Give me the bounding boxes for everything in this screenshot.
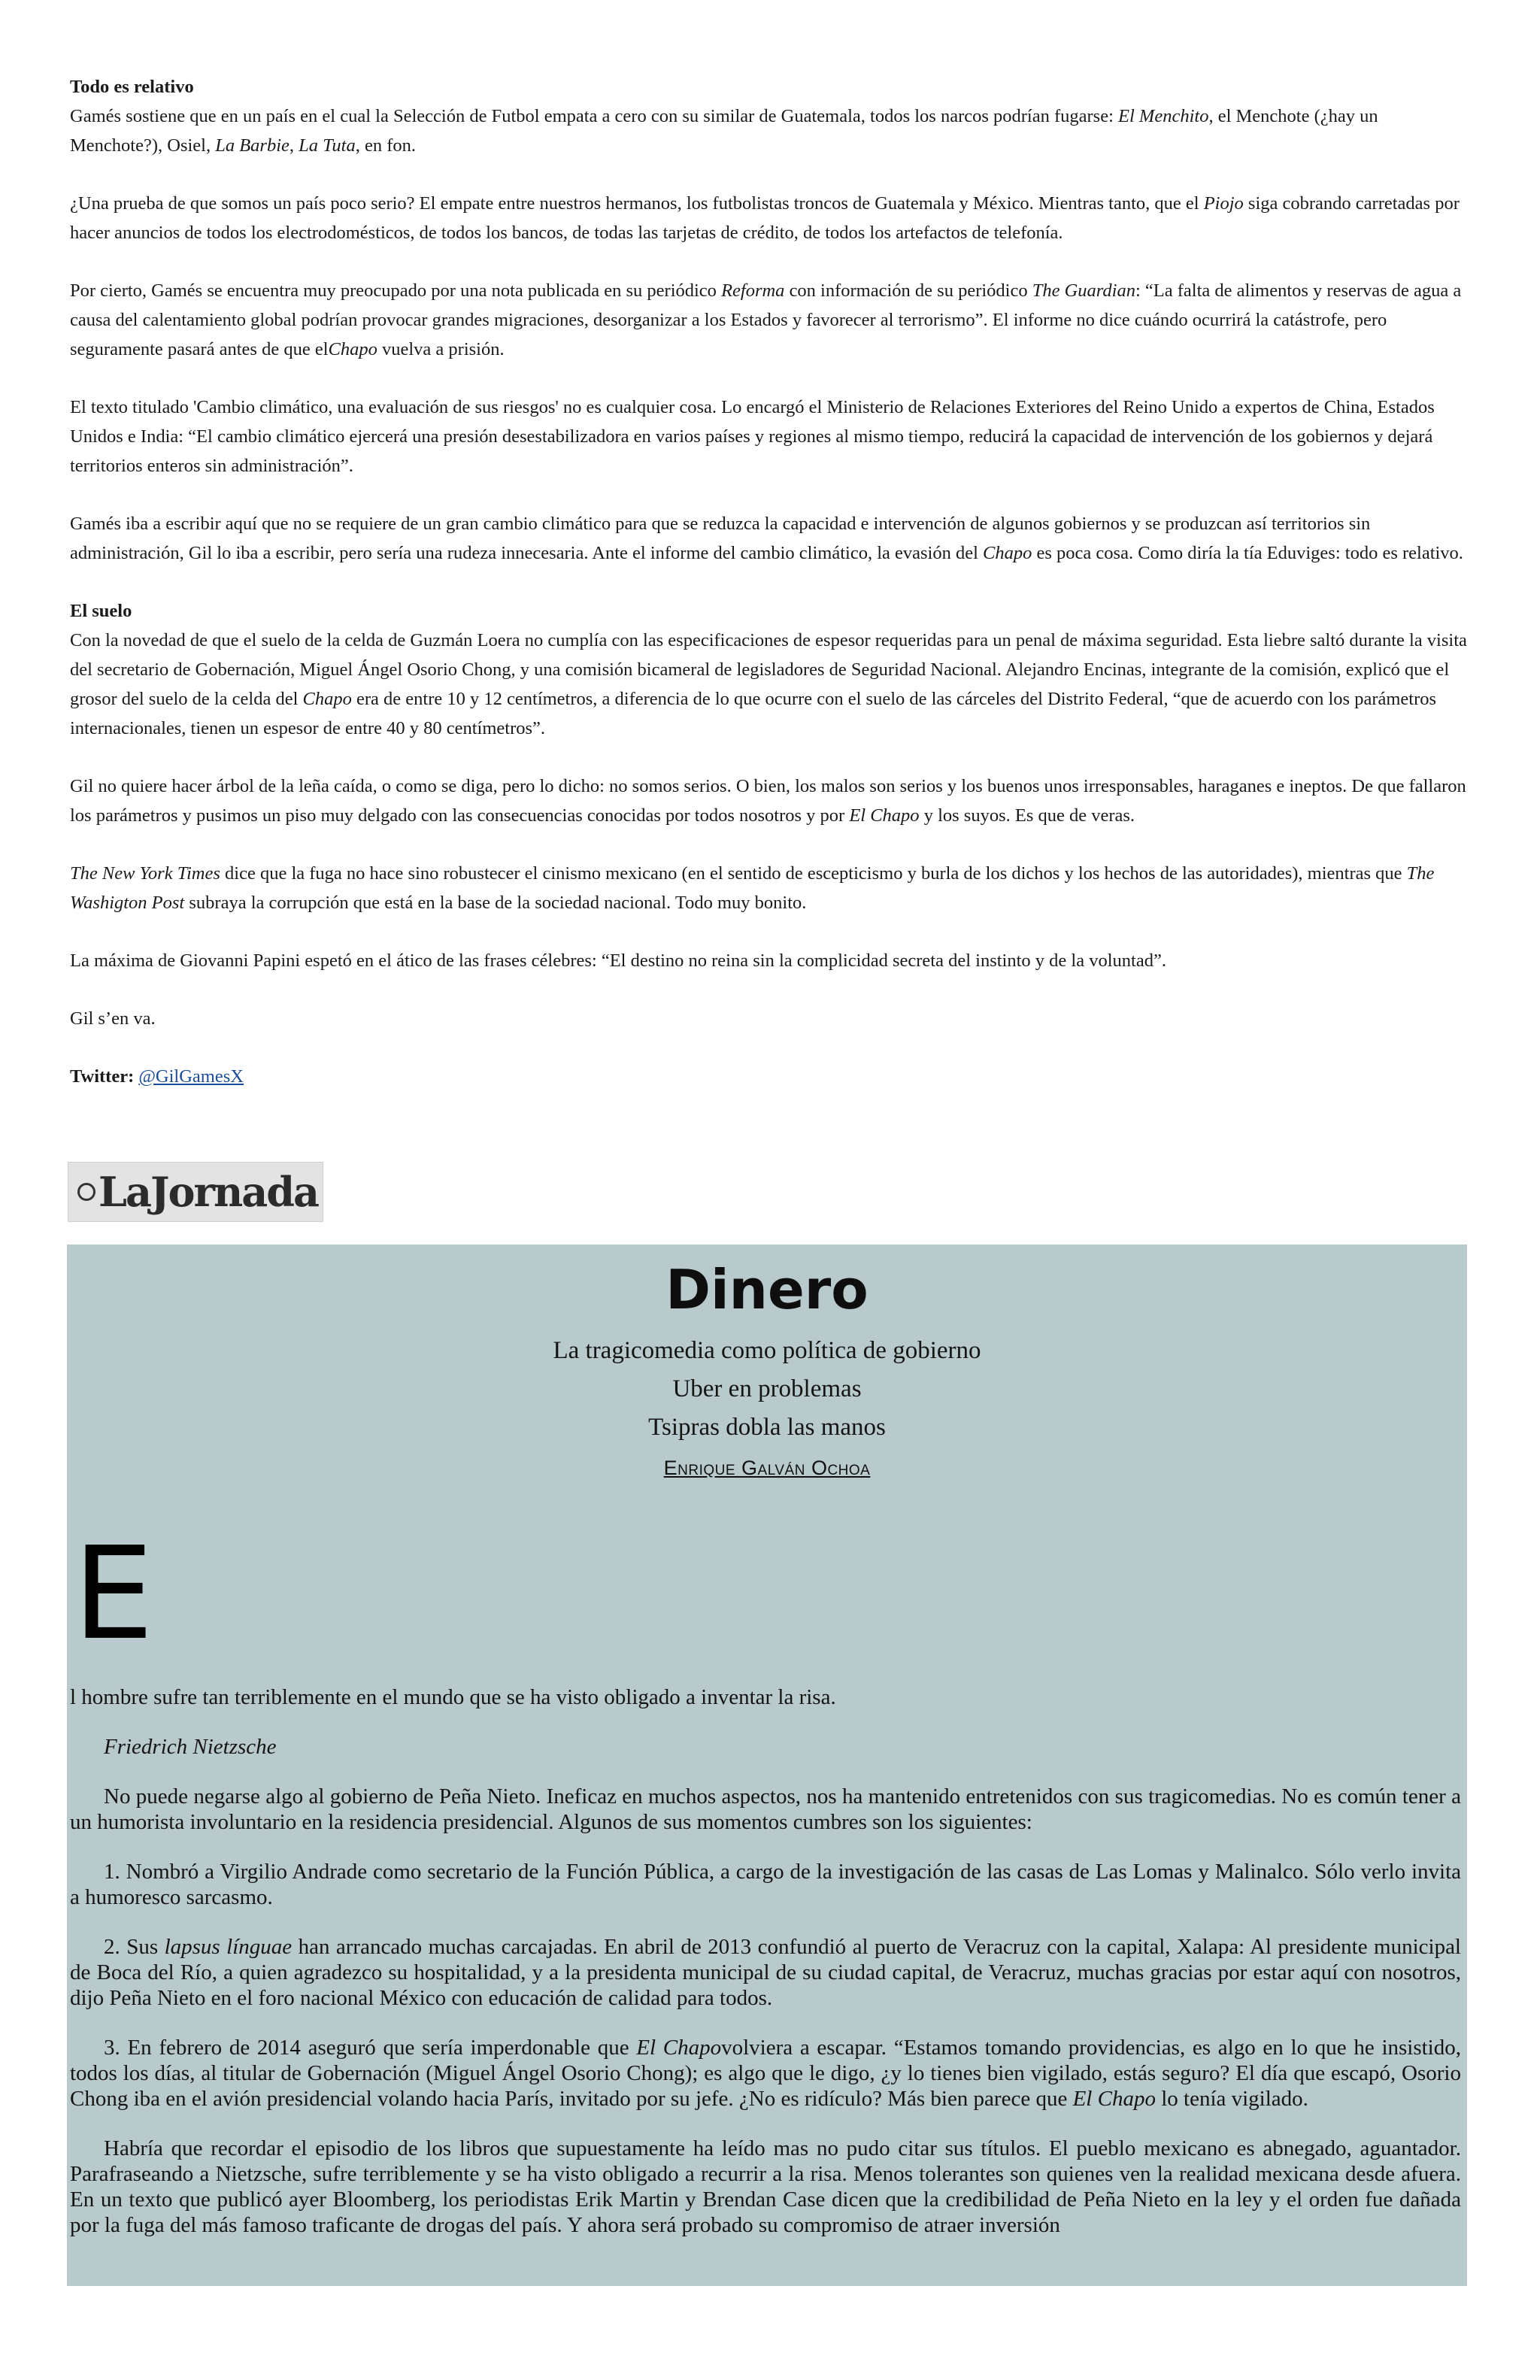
paragraph <box>70 1934 1461 2011</box>
section-heading: Todo es relativo <box>70 77 194 97</box>
paragraph: El texto titulado 'Cambio climático, una evaluación de sus riesgos' no es cualquier cosa. Lo encargó el Ministerio de Relaciones Exteriores del Reino Unido a expertos de China, Estados Unidos e India: “El cambio climático ejercerá una presión desestabilizadora en varios países y regiones al mismo tiempo, reducirá la capacidad de intervención de los gobiernos y dejará territorios enteros sin administración”. <box>70 397 1435 476</box>
paragraph: No puede negarse algo al gobierno de Peña Nieto. Ineficaz en muchos aspectos, nos ha mantenido entretenidos con sus tragicomedias. No es común tener a un humorista involuntario en la residencia presidencial. Algunos de sus momentos cumbres son los siguientes: <box>70 1784 1461 1834</box>
paragraph: 1. Nombró a Virgilio Andrade como secretario de la Función Pública, a cargo de la investigación de las casas de Las Lomas y Malinalco. Sólo verlo invita a humoresco sarcasmo. <box>70 1860 1461 1909</box>
text: con información de su periódico <box>784 280 1032 301</box>
text: , <box>289 135 299 156</box>
paragraph: Habría que recordar el episodio de los libros que supuestamente ha leído mas no pudo citar sus títulos. El pueblo mexicano es abnegado, aguantador. Parafraseando a Nietzsche, sufre terriblemente y se ha visto obligado a recurrir a la risa. Menos tolerantes son quienes ven la realidad mexicana desde afuera. En un texto que publicó ayer Bloomberg, los periodistas Erik Martin y Brendan Case dicen que la credibilidad de Peña Nieto en la ley y el orden fue dañada por la fuga del más famoso traficante de drogas del país. Y ahora será probado su compromiso de atraer inversión <box>70 2136 1461 2237</box>
column-article <box>70 72 1469 1120</box>
twitter-line <box>70 1062 1469 1091</box>
column-title: Dinero <box>665 1258 869 1321</box>
text-italic: Chapo <box>302 689 352 709</box>
la-jornada-logo[interactable] <box>68 1162 323 1222</box>
text: y los suyos. Es que de veras. <box>919 805 1135 826</box>
dinero-column-panel <box>67 1245 1467 2286</box>
paragraph <box>70 596 1469 743</box>
text-italic: Chapo <box>328 339 377 359</box>
text: Con la novedad de que el suelo de la celda de Guzmán Loera no cumplía con las especificaciones de espesor requeridas para un penal de máxima seguridad. Esta liebre saltó durante la visita del secretario de Gobernación, Miguel Ángel Osorio Chong, y una comisión bicameral de legisladores de Seguridad Nacional. Alejandro Encinas, integrante de la comisión, explicó que el grosor del suelo de la celda del <box>70 630 1467 709</box>
author-byline[interactable]: Enrique Galván Ochoa <box>663 1457 871 1479</box>
paragraph <box>70 509 1469 568</box>
headline-1: La tragicomedia como política de gobierno <box>553 1337 981 1364</box>
text: 3. En febrero de 2014 aseguró que sería imperdonable que <box>104 2036 637 2060</box>
text: ¿Una prueba de que somos un país poco serio? El empate entre nuestros hermanos, los futbolistas troncos de Guatemala y México. Mientras tanto, que el <box>70 193 1204 214</box>
text: Gamés iba a escribir aquí que no se requiere de un gran cambio climático para que se reduzca la capacidad e intervención de algunos gobiernos y se produzcan así territorios sin administración, Gil lo iba a escribir, pero sería una rudeza innecesaria. Ante el informe del cambio climático, la evasión del <box>70 514 1371 563</box>
headline-2: Uber en problemas <box>672 1375 862 1402</box>
text-italic: Reforma <box>721 280 785 301</box>
quote-attribution: Friedrich Nietzsche <box>104 1735 277 1759</box>
text: : “La falta de alimentos y reservas de agua a causa del calentamiento global podrían provocar grandes migraciones, desorganizar a los Estados y favorecer al terrorismo”. El informe no dice cuándo ocurrirá la catástrofe, pero seguramente pasará antes de que el <box>70 280 1462 359</box>
logo-mark-icon <box>77 1183 95 1201</box>
text-italic: El Chapo <box>849 805 920 826</box>
text: , el Menchote (¿hay un Menchote?), Osiel, <box>70 106 1378 156</box>
text-italic: Chapo <box>983 543 1032 563</box>
text: han arrancado muchas carcajadas. En abril de 2013 confundió al puerto de Veracruz con la capital, Xalapa: Al presidente municipal de Boca del Río, a quien agradezco su hospitalidad, y a la presidenta municipal de su ciudad capital, de Veracruz, muchas gracias por estar aquí con nosotros, dijo Peña Nieto en el foro nacional México con educación de calidad para todos. <box>70 1935 1461 2010</box>
paragraph <box>70 2035 1461 2112</box>
text-italic: lapsus línguae <box>164 1935 293 1959</box>
text-italic: La Tuta <box>299 135 356 156</box>
drop-cap: E <box>73 1520 154 1669</box>
text-italic: El Chapo <box>1072 2087 1156 2111</box>
text-italic: El Menchito <box>1118 106 1209 126</box>
paragraph: La máxima de Giovanni Papini espetó en el ático de las frases célebres: “El destino no reina sin la complicidad secreta del instinto y de la voluntad”. <box>70 950 1166 971</box>
paragraph <box>70 72 1469 160</box>
paragraph: Gil s’en va. <box>70 1008 156 1029</box>
text: vuelva a prisión. <box>377 339 505 359</box>
headline-3: Tsipras dobla las manos <box>648 1414 886 1441</box>
text-italic: La Barbie <box>215 135 290 156</box>
paragraph <box>70 772 1469 830</box>
text: volviera a escapar. “Estamos tomando providencias, es algo en lo que he insistido, todos los días, al titular de Gobernación (Miguel Ángel Osorio Chong); es algo que le digo, ¿y lo tienes bien vigilado, estás seguro? El día que escapó, Osorio Chong iba en el avión presidencial volando hacia París, invitado por su jefe. ¿No es ridículo? Más bien parece que <box>70 2036 1461 2111</box>
paragraph <box>70 189 1469 247</box>
opening-line: l hombre sufre tan terriblemente en el mundo que se ha visto obligado a inventar la risa. <box>70 1685 836 1709</box>
paragraph <box>70 276 1469 364</box>
text-italic: The Washigton Post <box>70 863 1435 913</box>
text: Gil no quiere hacer árbol de la leña caída, o como se diga, pero lo dicho: no somos serios. O bien, los malos son serios y los buenos unos irresponsables, haraganes e ineptos. De que fallaron los parámetros y pusimos un piso muy delgado con las consecuencias conocidas por todos nosotros y por <box>70 776 1466 826</box>
text-italic: El Chapo <box>636 2036 722 2060</box>
text: lo tenía vigilado. <box>1155 2087 1308 2111</box>
text: Gamés sostiene que en un país en el cual la Selección de Futbol empata a cero con su similar de Guatemala, todos los narcos podrían fugarse: <box>70 106 1119 126</box>
text-italic: Piojo <box>1203 193 1244 214</box>
text: era de entre 10 y 12 centímetros, a diferencia de lo que ocurre con el suelo de las cárceles del Distrito Federal, “que de acuerdo con los parámetros internacionales, tienen un espesor de entre 40 y 80 centímetros”. <box>70 689 1437 738</box>
text: siga cobrando carretadas por hacer anuncios de todos los electrodomésticos, de todos los bancos, de todas las tarjetas de crédito, de todos los artefactos de telefonía. <box>70 193 1460 243</box>
paragraph <box>70 859 1469 917</box>
text-italic: The New York Times <box>70 863 220 884</box>
column-body <box>70 1684 1461 2262</box>
twitter-label: Twitter: <box>70 1066 135 1087</box>
logo-text: LaJornada <box>99 1168 318 1216</box>
text: dice que la fuga no hace sino robustecer el cinismo mexicano (en el sentido de escepticismo y burla de los dichos y los hechos de las autoridades), mientras que <box>220 863 1407 884</box>
text: es poca cosa. Como diría la tía Eduviges: todo es relativo. <box>1032 543 1463 563</box>
text-italic: The Guardian <box>1032 280 1135 301</box>
text: , en fon. <box>355 135 417 156</box>
section-heading: El suelo <box>70 601 132 621</box>
text: 2. Sus <box>104 1935 165 1959</box>
text: Por cierto, Gamés se encuentra muy preocupado por una nota publicada en su periódico <box>70 280 722 301</box>
text: subraya la corrupción que está en la base de la sociedad nacional. Todo muy bonito. <box>184 893 807 913</box>
twitter-link[interactable]: @GilGamesX <box>138 1066 244 1087</box>
